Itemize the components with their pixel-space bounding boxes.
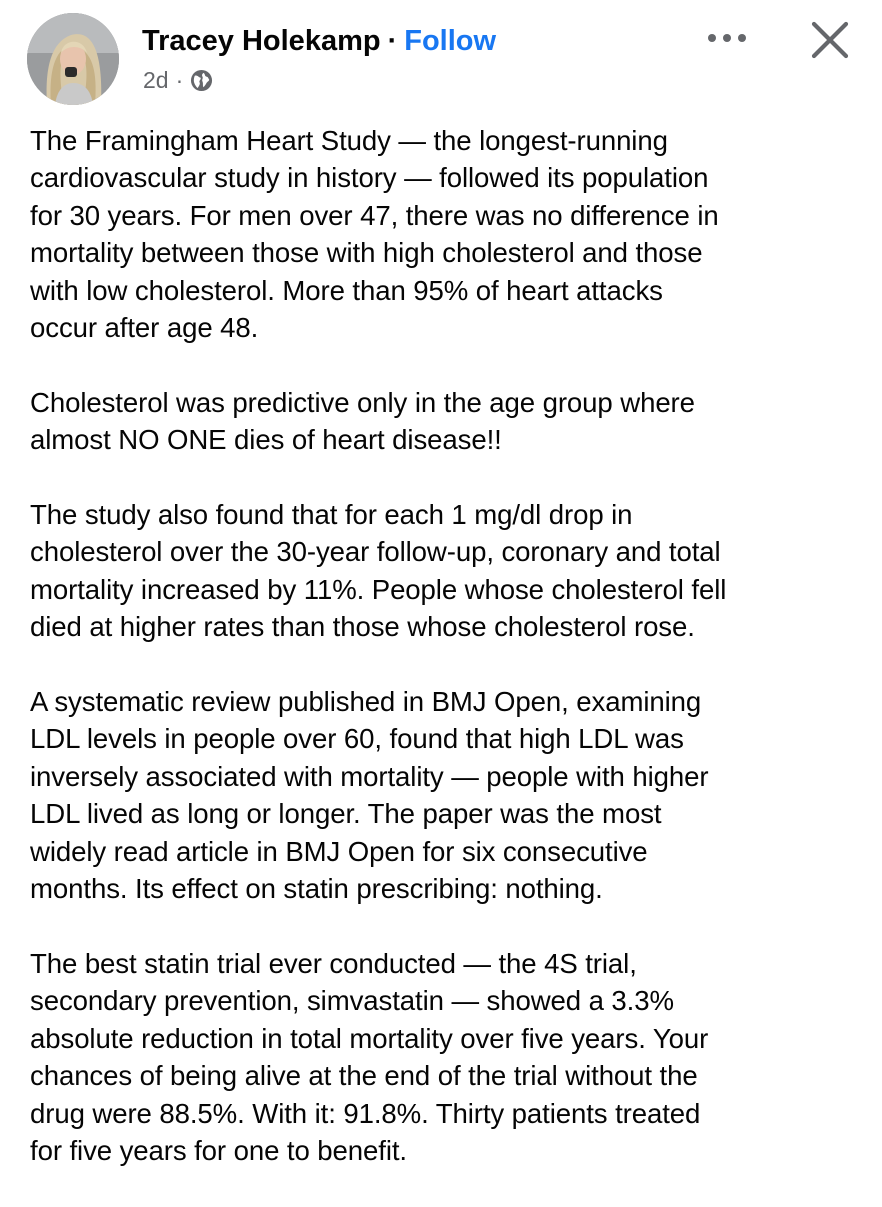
avatar-image [27,13,119,105]
post-paragraph: The study also found that for each 1 mg/dl drop in cholesterol over the 30-year follow-up, coronary and total mortality increased by 11%. People whose cholesterol fell died at higher rates than those whose cholesterol rose. [30,499,727,643]
avatar[interactable] [27,13,119,105]
post-body [30,122,870,1207]
post-meta [143,64,213,96]
post-paragraph: A systematic review published in BMJ Open, examining LDL levels in people over 60, found that high LDL was inversely associated with mortality — people with higher LDL lived as long or longer. The paper was the most widely read article in BMJ Open for six consecutive months. Its effect on statin prescribing: nothing. [30,686,709,905]
author-name[interactable]: Tracey Holekamp [142,25,381,57]
meta-separator-dot: · [175,66,184,93]
post-paragraph: The Framingham Heart Study — the longest-running cardiovascular study in history — followed its population for 30 years. For men over 47, there was no difference in mortality between those with high cholesterol and those with low cholesterol. More than 95% of heart attacks occur after age 48. [30,125,719,344]
separator-dot: · [387,25,398,57]
post-header [0,0,882,120]
globe-icon[interactable] [190,69,213,92]
post-paragraph: Cholesterol was predictive only in the age group where almost NO ONE dies of heart disease!! [30,386,695,456]
post-paragraph: The best statin trial ever conducted — the 4S trial, secondary prevention, simvastatin — showed a 3.3% absolute reduction in total mortality over five years. Your chances of being alive at the end of the trial without the drug were 88.5%. With it: 91.8%. Thirty patients treated for five years for one to benefit. [30,947,709,1166]
author-line [142,23,496,59]
post-timestamp[interactable]: 2d [143,66,169,93]
close-icon[interactable] [806,16,854,64]
follow-button[interactable]: Follow [404,25,497,57]
more-options-icon[interactable] [700,18,754,58]
